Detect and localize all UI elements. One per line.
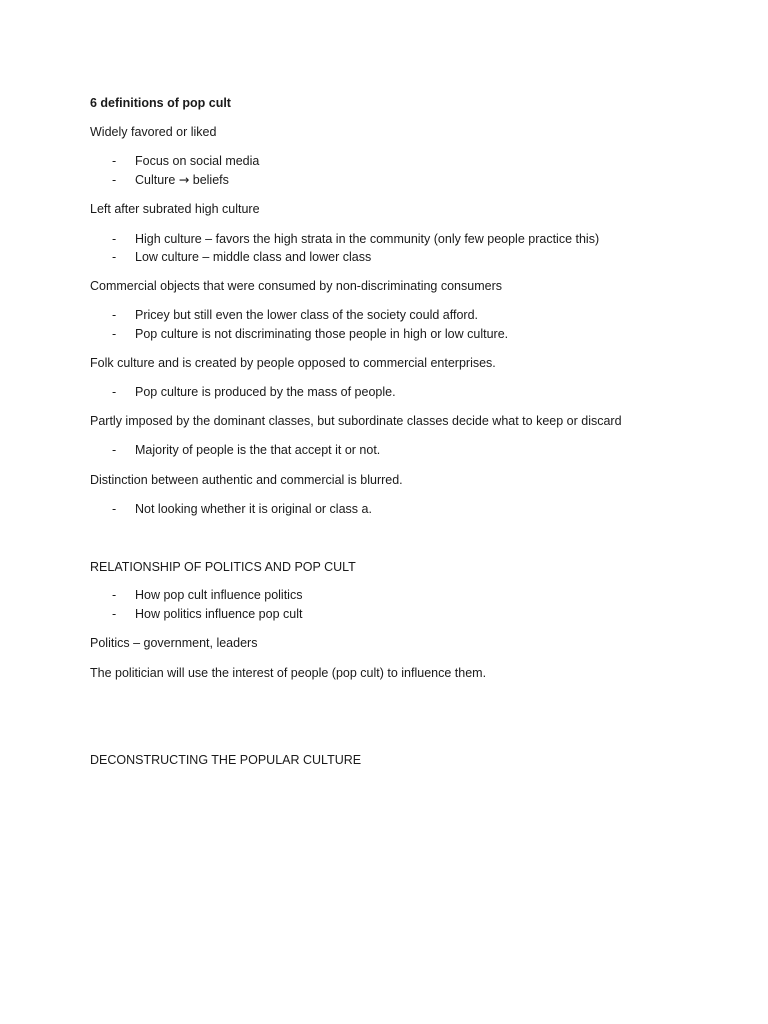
politician-paragraph: The politician will use the interest of people (pop cult) to influence them. [90,666,487,680]
bullet-dash: - [112,173,117,187]
politics-paragraph: Politics – government, leaders [90,636,258,650]
definition-5: Partly imposed by the dominant classes, but subordinate classes decide what to keep or discard [90,414,622,428]
bullet-dash: - [112,443,117,457]
bullet-dash: - [112,607,117,621]
bullet-dash: - [112,232,117,246]
bullet-text: Pop culture is not discriminating those people in high or low culture. [135,327,509,341]
bullet-dash: - [112,385,117,399]
document-heading: 6 definitions of pop cult [90,96,231,110]
bullet-dash: - [112,250,117,264]
definition-3: Commercial objects that were consumed by non-discriminating consumers [90,279,502,293]
bullet-text: How politics influence pop cult [135,607,303,621]
definition-6: Distinction between authentic and commercial is blurred. [90,473,403,487]
bullet-text [135,172,229,188]
bullet-text: Low culture – middle class and lower class [135,250,372,264]
right-arrow-icon: → [178,172,190,187]
bullet-dash: - [112,588,117,602]
definition-1: Widely favored or liked [90,125,217,139]
bullet-text: Pricey but still even the lower class of the society could afford. [135,308,478,322]
bullet-text: How pop cult influence politics [135,588,303,602]
bullet-text: Pop culture is produced by the mass of people. [135,385,396,399]
bullet-dash: - [112,327,117,341]
bullet-text-right: beliefs [192,173,229,187]
bullet-text: High culture – favors the high strata in the community (only few people practice this) [135,232,600,246]
definition-4: Folk culture and is created by people opposed to commercial enterprises. [90,356,496,370]
section-heading-deconstructing: DECONSTRUCTING THE POPULAR CULTURE [90,753,362,767]
bullet-text: Majority of people is the that accept it or not. [135,443,381,457]
section-heading-politics: RELATIONSHIP OF POLITICS AND POP CULT [90,560,356,574]
bullet-text: Focus on social media [135,154,260,168]
definition-2: Left after subrated high culture [90,202,260,216]
bullet-text: Not looking whether it is original or class a. [135,502,372,516]
bullet-dash: - [112,502,117,516]
bullet-text-left: Culture [135,173,176,187]
bullet-dash: - [112,154,117,168]
bullet-dash: - [112,308,117,322]
